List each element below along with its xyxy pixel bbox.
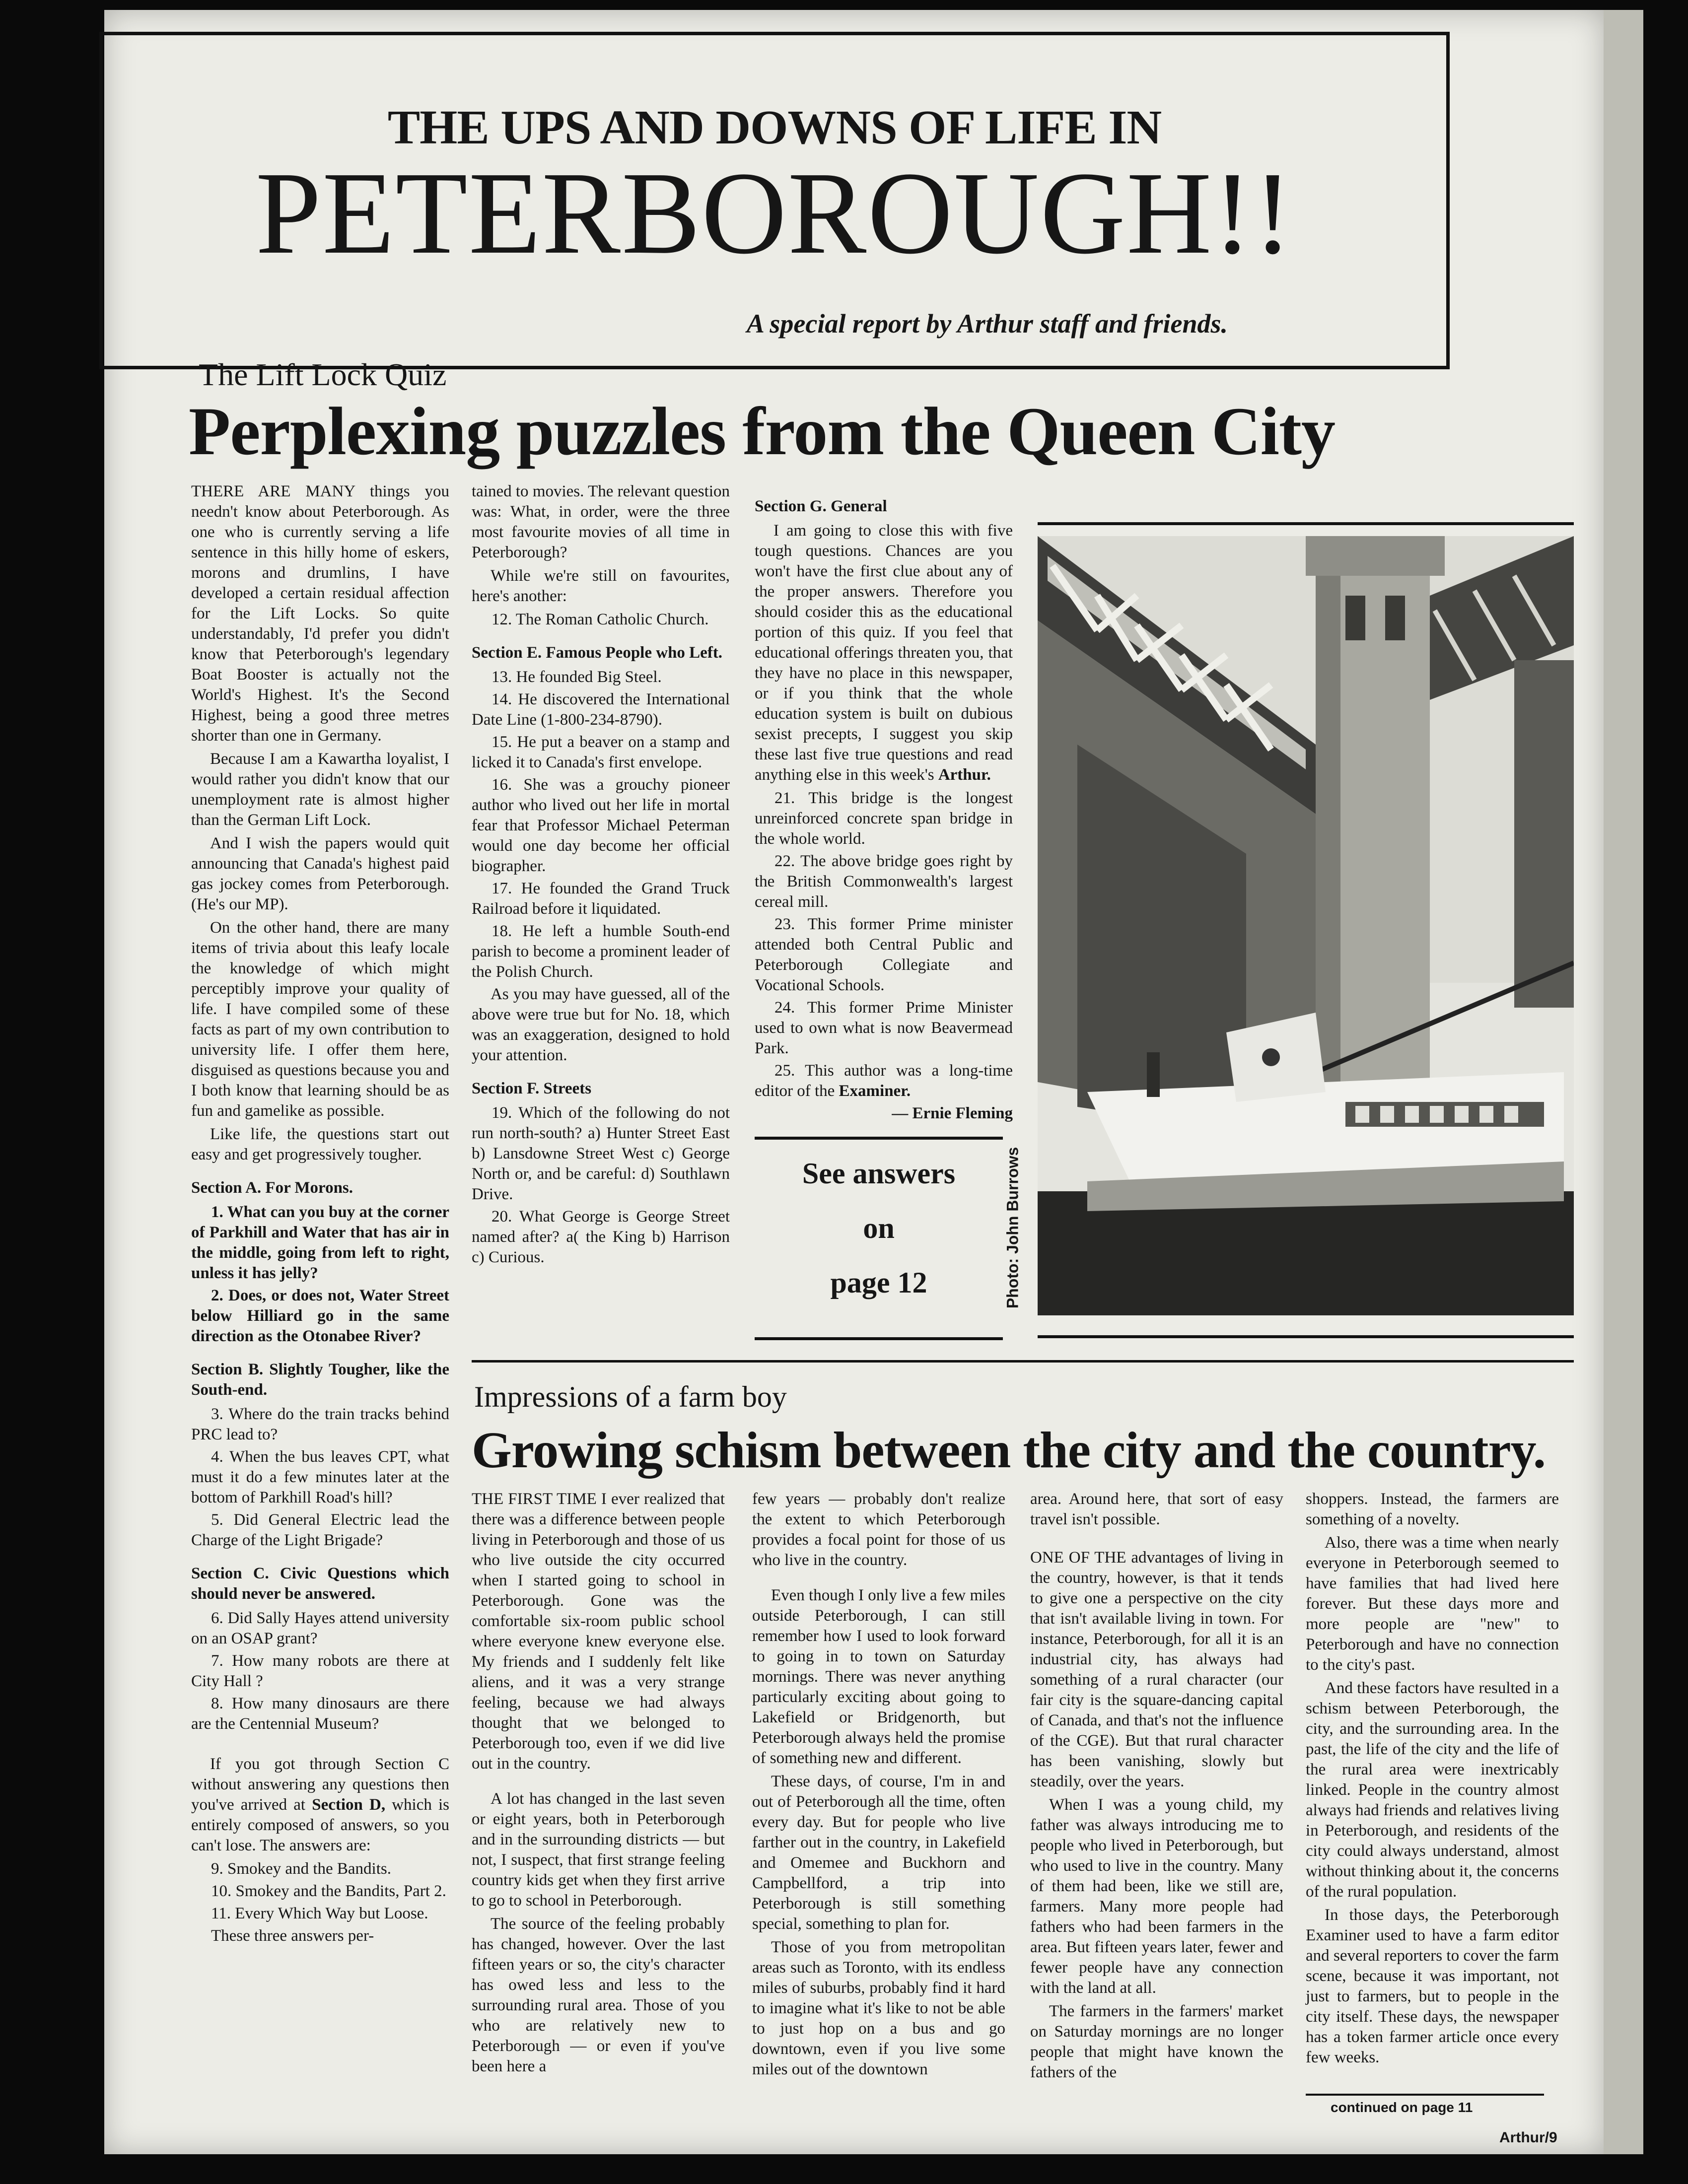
lift-lock-photo — [1038, 536, 1574, 1315]
paragraph: In those days, the Peterborough Examiner used to have a farm editor and several reporters to cover the farm scene, because it was important, not just to farmers, but to people in the city itself. These days, the newspaper has a token farmer article once every few weeks. — [1306, 1906, 1559, 2066]
photo-credit-text: Photo: John Burrows — [1003, 1147, 1022, 1309]
lift-lock-illustration — [1038, 536, 1574, 1315]
text-run: which is entirely composed of answers, so you can't lose. The answers are: — [191, 1796, 449, 1854]
paragraph — [755, 521, 1013, 785]
question: 24. This former Prime Minister used to own what is now Beavermead Park. — [755, 999, 1013, 1057]
paragraph: A lot has changed in the last seven or eight years, both in Peterborough and in the surrounding districts — but not, I suspect, that first strange feeling country kids get when they first arrive to go to school in Peterborough. — [472, 1790, 725, 1910]
continued-rule — [1306, 2094, 1544, 2096]
headline-banner — [99, 32, 1450, 369]
article1-column-1 — [191, 481, 449, 1948]
question: 15. He put a beaver on a stamp and licked it to Canada's first envelope. — [472, 733, 730, 771]
section-heading: Section C. Civic Questions which should never be answered. — [191, 1565, 449, 1603]
paragraph: Because I am a Kawartha loyalist, I would rather you didn't know that our unemployment rate is almost higher than the German Lift Lock. — [191, 750, 449, 829]
article2-column-3 — [1030, 1489, 1283, 2086]
article2-headline: Growing schism between the city and the country. — [472, 1422, 1546, 1479]
paragraph: shoppers. Instead, the farmers are something of a novelty. — [1306, 1490, 1559, 1528]
article2-column-2 — [752, 1489, 1005, 2083]
continued-line: continued on page 11 — [1331, 2100, 1473, 2115]
article1-headline: Perplexing puzzles from the Queen City — [189, 393, 1335, 469]
question: 2. Does, or does not, Water Street below Hilliard go in the same direction as the Otonabee River? — [191, 1287, 449, 1345]
paragraph: As you may have guessed, all of the above were true but for No. 18, which was an exaggeration, designed to hold your attention. — [472, 985, 730, 1064]
text-run-bold: Arthur. — [938, 766, 991, 784]
article2-column-4 — [1306, 1489, 1559, 2071]
box-rule-bottom — [755, 1337, 1003, 1340]
answer: 11. Every Which Way but Loose. — [211, 1905, 428, 1922]
banner-subtitle: A special report by Arthur staff and friends. — [746, 309, 1228, 339]
paragraph: THERE ARE MANY things you needn't know about Peterborough. As one who is currently serving a life sentence in this hilly home of eskers, morons and drumlins, I have developed a certain residual affection for the Lift Locks. So quite understandably, I'd prefer you didn't know that Peterborough's legendary Boat Booster is actually not the World's Highest. It's the Second Highest, being a good three metres shorter than one in Germany. — [191, 482, 449, 745]
answer: 10. Smokey and the Bandits, Part 2. — [211, 1882, 446, 1900]
see-answers-line2: on — [863, 1212, 895, 1244]
section-heading: Section G. General — [755, 497, 887, 515]
see-answers-line1: See answers — [802, 1157, 956, 1190]
paragraph: few years — probably don't realize the extent to which Peterborough provides a focal point for those of us who live in the country. — [752, 1490, 1005, 1569]
question: 19. Which of the following do not run north-south? a) Hunter Street East b) Lansdowne Street West c) George North or, and be careful: d) Southlawn Drive. — [472, 1104, 730, 1203]
question: 22. The above bridge goes right by the British Commonwealth's largest cereal mill. — [755, 852, 1013, 911]
page-folio: Arthur/9 — [1499, 2129, 1557, 2146]
question — [755, 1061, 1013, 1101]
question: 4. When the bus leaves CPT, what must it do a few minutes later at the bottom of Parkhill Road's hill? — [191, 1448, 449, 1506]
paragraph: These three answers per- — [211, 1927, 374, 1945]
text-run: 25. This author was a long-time editor of the — [755, 1062, 1013, 1100]
question: 6. Did Sally Hayes attend university on an OSAP grant? — [191, 1609, 449, 1647]
paragraph: area. Around here, that sort of easy travel isn't possible. — [1030, 1490, 1283, 1528]
paragraph: The farmers in the farmers' market on Saturday mornings are no longer people that might have known the fathers of the — [1030, 2002, 1283, 2081]
paragraph: THE FIRST TIME I ever realized that there was a difference between people living in Peterborough and those of us who live outside the city occurred when I started going to school in Peterborough. Gone was the comfortable six-room public school where everyone knew everyone else. My friends and I suddenly felt like aliens, and it was a very strange feeling, because we had always thought that we belonged to Peterborough too, even if we did live out in the country. — [472, 1490, 725, 1773]
text-run: I am going to close this with five tough questions. Chances are you won't have the first clue about any of the proper answers. Therefore you should cosider this as the educational portion of this quiz. If you feel that educational offerings threaten you, that they have no place in this newspaper, or if you think that the whole education system is built on dubious sexist precepts, I suggest you skip these last five true questions and read anything else in this week's — [755, 522, 1013, 784]
paragraph: Those of you from metropolitan areas such as Toronto, with its endless miles of suburbs, probably find it hard to imagine what it's like to not be able to just hop on a bus and go downtown, even if you live some miles out of the downtown — [752, 1938, 1005, 2078]
section-heading: Section E. Famous People who Left. — [472, 644, 723, 662]
section-heading: Section F. Streets — [472, 1080, 592, 1097]
paragraph: While we're still on favourites, here's another: — [472, 567, 730, 605]
question: 17. He founded the Grand Truck Railroad before it liquidated. — [472, 880, 730, 918]
article1-column-2 — [472, 481, 730, 1270]
section-divider — [472, 1360, 1574, 1363]
see-answers-line3: page 12 — [830, 1266, 927, 1299]
paragraph: On the other hand, there are many items of trivia about this leafy locale the knowledge of which might perceptibly improve your quality of life. I have compiled some of these facts as part of my own contribution to university life. I offer them here, disguised as questions because you and I both know that learning should be as fun and gamelike as possible. — [191, 919, 449, 1120]
paragraph: And I wish the papers would quit announcing that Canada's highest paid gas jockey comes from Peterborough. (He's our MP). — [191, 834, 449, 913]
see-answers-box — [755, 1137, 1003, 1335]
article2-column-1 — [472, 1489, 725, 2080]
paragraph: Even though I only live a few miles outside Peterborough, I can still remember how I used to look forward to going in to town on Saturday mornings. There was never anything particularly exciting about going to Lakefield or Bridgenorth, but Peterborough always held the promise of something new and different. — [752, 1586, 1005, 1767]
section-heading: Section B. Slightly Tougher, like the South-end. — [191, 1361, 449, 1399]
question: 7. How many robots are there at City Hall ? — [191, 1652, 449, 1690]
question: 13. He founded Big Steel. — [492, 668, 662, 686]
paragraph: The source of the feeling probably has changed, however. Over the last fifteen years or so, the city's character has owed less and less to the surrounding rural area. Those of you who are relatively new to Peterborough — or even if you've been here a — [472, 1915, 725, 2075]
article1-kicker: The Lift Lock Quiz — [199, 357, 447, 392]
question: 1. What can you buy at the corner of Parkhill and Water that has air in the middle, going from left to right, unless it has jelly? — [191, 1203, 449, 1282]
paragraph: These days, of course, I'm in and out of Peterborough all the time, often every day. But for people who live farther out in the country, in Lakefield and Omemee and Buckhorn and Campbellford, a trip into Peterborough is still something special, something to plan for. — [752, 1773, 1005, 1933]
byline: — Ernie Fleming — [892, 1104, 1013, 1122]
banner-title: PETERBOROUGH!! — [255, 148, 1294, 278]
banner-overline: THE UPS AND DOWNS OF LIFE IN — [387, 101, 1162, 154]
adjacent-page-edge — [1604, 10, 1643, 2154]
article1-column-3 — [755, 496, 1013, 1127]
question: 3. Where do the train tracks behind PRC lead to? — [191, 1405, 449, 1443]
photo-rule-bottom — [1038, 1335, 1574, 1338]
paragraph: When I was a young child, my father was always introducing me to people who lived in Peterborough, but who used to live in the country. Many of them had been, like we still are, farmers. Many more people had fathers who had been farmers in the area. But fifteen years later, fewer and fewer people have any connection with the land at all. — [1030, 1796, 1283, 1997]
photo-credit — [998, 1147, 1028, 1310]
paragraph: And these factors have resulted in a schism between Peterborough, the city, and the surrounding area. In the past, the life of the city and the life of the rural area were inextricably linked. People in the country almost always had friends and relatives living in Peterborough, and residents of the city could always understand, almost without thinking about it, the concerns of the rural population. — [1306, 1679, 1559, 1901]
text-run: If you got through Section C without answering any questions then you've arrived at — [191, 1755, 449, 1814]
question: 16. She was a grouchy pioneer author who lived out her life in mortal fear that Professor Michael Peterman would one day become her official biographer. — [472, 776, 730, 875]
question: 18. He left a humble South-end parish to become a prominent leader of the Polish Church. — [472, 922, 730, 981]
question: 8. How many dinosaurs are there are the Centennial Museum? — [191, 1695, 449, 1733]
question: 23. This former Prime minister attended both Central Public and Peterborough Collegiate and Vocational Schools. — [755, 915, 1013, 994]
question: 21. This bridge is the longest unreinforced concrete span bridge in the whole world. — [755, 789, 1013, 848]
question: 14. He discovered the International Date Line (1-800-234-8790). — [472, 690, 730, 729]
question: 5. Did General Electric lead the Charge of the Light Brigade? — [191, 1511, 449, 1549]
answer: 9. Smokey and the Bandits. — [211, 1860, 391, 1878]
answer: 12. The Roman Catholic Church. — [492, 611, 709, 628]
paragraph: tained to movies. The relevant question was: What, in order, were the three most favourite movies of all time in Peterborough? — [472, 482, 730, 561]
text-run-bold: Section D, — [312, 1796, 386, 1814]
section-heading: Section A. For Morons. — [191, 1179, 353, 1197]
text-run-bold: Examiner. — [839, 1082, 911, 1100]
paragraph: Like life, the questions start out easy and get progressively tougher. — [191, 1125, 449, 1163]
photo-rule-top — [1038, 522, 1574, 525]
paragraph — [191, 1754, 449, 1856]
question: 20. What George is George Street named after? a( the King b) Harrison c) Curious. — [472, 1208, 730, 1266]
paragraph: ONE OF THE advantages of living in the country, however, is that it tends to give one a perspective on the city that isn't available living in town. For instance, Peterborough, for all it is an industrial city, has always had something of a rural character (our fair city is the square-dancing capital of Canada, and that's not the influence of the CGE). But that rural character has been vanishing, slowly but steadily, over the years. — [1030, 1549, 1283, 1790]
article2-kicker: Impressions of a farm boy — [474, 1380, 787, 1413]
paragraph: Also, there was a time when nearly everyone in Peterborough seemed to have families that had lived here forever. But these days more and more people are "new" to Peterborough and have no connection to the city's past. — [1306, 1534, 1559, 1674]
